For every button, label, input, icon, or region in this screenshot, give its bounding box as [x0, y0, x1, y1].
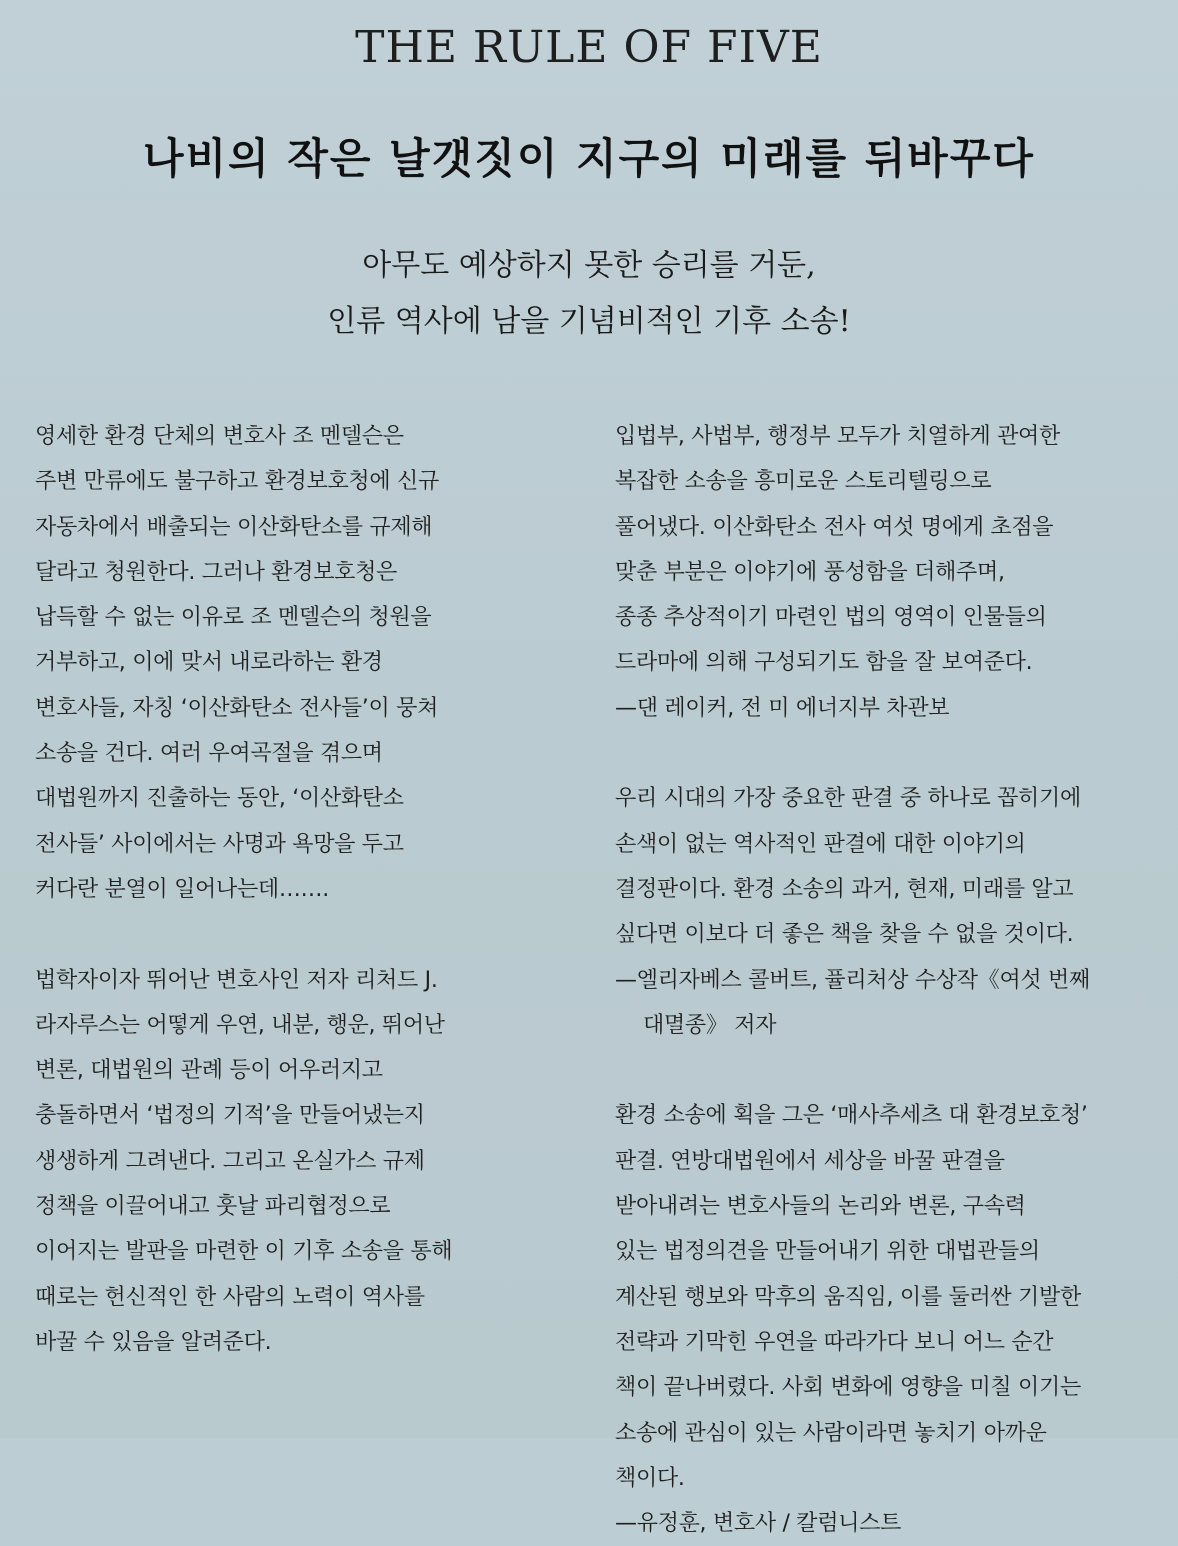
right-column — [615, 414, 1160, 1546]
text-line: 환경 소송에 획을 그은 ‘매사추세츠 대 환경보호청’ — [615, 1103, 1088, 1129]
text-line: 손색이 없는 역사적인 판결에 대한 이야기의 — [615, 831, 1026, 857]
blurb-attribution: —댄 레이커, 전 미 에너지부 차관보 — [615, 695, 950, 721]
text-line: 변호사들, 자칭 ‘이산화탄소 전사들’이 뭉쳐 — [35, 695, 439, 721]
blurb-attribution-cont: 대멸종》 저자 — [643, 1012, 777, 1038]
text-line: 종종 추상적이기 마련인 법의 영역이 인물들의 — [615, 605, 1047, 631]
text-line: 거부하고, 이에 맞서 내로라하는 환경 — [35, 650, 383, 676]
text-line: 생생하게 그려낸다. 그리고 온실가스 규제 — [35, 1148, 425, 1174]
blurb-kolbert — [615, 776, 1160, 1048]
text-line: 맞춘 부분은 이야기에 풍성함을 더해주며, — [615, 559, 1005, 585]
headline: 나비의 작은 날갯짓이 지구의 미래를 뒤바꾸다 — [143, 134, 1035, 183]
text-line: 주변 만류에도 불구하고 환경보호청에 신규 — [35, 469, 439, 495]
left-column — [35, 414, 595, 1365]
text-line: 결정판이다. 환경 소송의 과거, 현재, 미래를 알고 — [615, 876, 1074, 902]
blurb-laker — [615, 414, 1160, 731]
text-line: 대법원까지 진출하는 동안, ‘이산화탄소 — [35, 786, 404, 812]
text-line: 싶다면 이보다 더 좋은 책을 찾을 수 없을 것이다. — [615, 922, 1074, 948]
text-line: 소송에 관심이 있는 사람이라면 놓치기 아까운 — [615, 1420, 1047, 1446]
text-line: 풀어냈다. 이산화탄소 전사 여섯 명에게 초점을 — [615, 514, 1054, 540]
blurb-attribution: —유정훈, 변호사 / 칼럼니스트 — [615, 1511, 902, 1537]
text-line: 충돌하면서 ‘법정의 기적’을 만들어냈는지 — [35, 1103, 425, 1129]
text-line: 판결. 연방대법원에서 세상을 바꿀 판결을 — [615, 1148, 1005, 1174]
blurb-attribution: —엘리자베스 콜버트, 퓰리처상 수상작《여섯 번째 — [615, 967, 1090, 993]
text-line: 커다란 분열이 일어나는데……. — [35, 876, 329, 902]
text-line: 우리 시대의 가장 중요한 판결 중 하나로 꼽히기에 — [615, 786, 1081, 812]
text-line: 법학자이자 뛰어난 변호사인 저자 리처드 J. — [35, 967, 438, 993]
text-line: 전사들’ 사이에서는 사명과 욕망을 두고 — [35, 831, 404, 857]
text-line: 납득할 수 없는 이유로 조 멘델슨의 청원을 — [35, 605, 432, 631]
subheadline-line: 인류 역사에 남을 기념비적인 기후 소송! — [327, 304, 851, 339]
text-line: 책이다. — [615, 1465, 685, 1491]
text-line: 계산된 행보와 막후의 움직임, 이를 둘러싼 기발한 — [615, 1284, 1081, 1310]
blurb-yoo — [615, 1093, 1160, 1546]
synopsis-paragraph — [35, 414, 595, 912]
author-paragraph — [35, 958, 595, 1366]
text-line: 때로는 헌신적인 한 사람의 노력이 역사를 — [35, 1284, 425, 1310]
paragraph-gap — [35, 912, 595, 957]
paragraph-gap — [615, 731, 1160, 776]
text-line: 바꿀 수 있음을 알려준다. — [35, 1329, 272, 1355]
text-line: 책이 끝나버렸다. 사회 변화에 영향을 미칠 이기는 — [615, 1375, 1081, 1401]
text-line: 이어지는 발판을 마련한 이 기후 소송을 통해 — [35, 1239, 453, 1265]
text-line: 받아내려는 변호사들의 논리와 변론, 구속력 — [615, 1194, 1026, 1220]
text-line: 있는 법정의견을 만들어내기 위한 대법관들의 — [615, 1239, 1040, 1265]
text-line: 영세한 환경 단체의 변호사 조 멘델슨은 — [35, 424, 404, 449]
text-line: 전략과 기막힌 우연을 따라가다 보니 어느 순간 — [615, 1329, 1054, 1355]
text-line: 달라고 청원한다. 그러나 환경보호청은 — [35, 559, 398, 585]
text-line: 라자루스는 어떻게 우연, 내분, 행운, 뛰어난 — [35, 1012, 445, 1038]
text-line: 자동차에서 배출되는 이산화탄소를 규제해 — [35, 514, 433, 540]
text-line: 정책을 이끌어내고 훗날 파리협정으로 — [35, 1194, 391, 1220]
text-line: 소송을 건다. 여러 우여곡절을 겪으며 — [35, 741, 383, 767]
text-line: 복잡한 소송을 흥미로운 스토리텔링으로 — [615, 469, 992, 495]
book-title: THE RULE OF FIVE — [355, 22, 823, 73]
text-line: 입법부, 사법부, 행정부 모두가 치열하게 관여한 — [615, 424, 1060, 449]
text-line: 변론, 대법원의 관례 등이 어우러지고 — [35, 1058, 383, 1084]
subheadline — [0, 238, 1178, 350]
text-line: 드라마에 의해 구성되기도 함을 잘 보여준다. — [615, 650, 1033, 676]
subheadline-line: 아무도 예상하지 못한 승리를 거둔, — [362, 248, 816, 283]
paragraph-gap — [615, 1048, 1160, 1093]
